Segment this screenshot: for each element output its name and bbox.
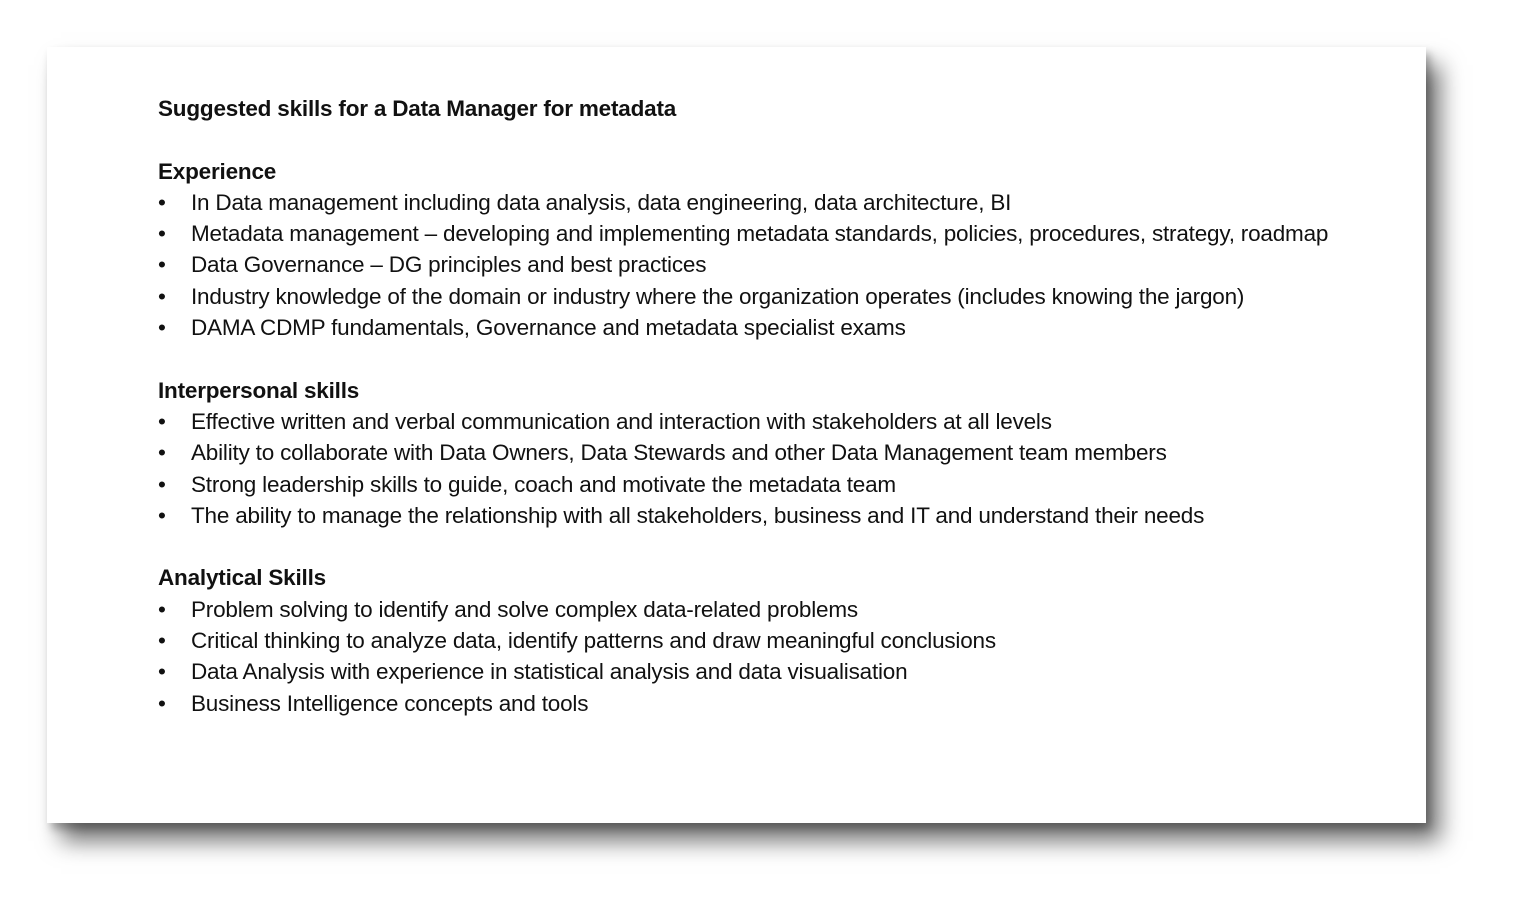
list-item-text: Problem solving to identify and solve complex data-related problems bbox=[191, 596, 858, 622]
list-item bbox=[158, 594, 1398, 625]
list-item bbox=[158, 218, 1398, 249]
bullet-icon: • bbox=[158, 596, 166, 622]
bullet-icon: • bbox=[158, 690, 166, 716]
list-item-text: DAMA CDMP fundamentals, Governance and metadata specialist exams bbox=[191, 315, 906, 341]
bullet-list bbox=[158, 594, 1398, 719]
list-item bbox=[158, 281, 1398, 312]
section-analytical-skills bbox=[158, 562, 1398, 718]
list-item-text: Metadata management – developing and implementing metadata standards, policies, procedures, strategy, roadmap bbox=[191, 221, 1329, 247]
section-heading: Experience bbox=[158, 158, 277, 184]
list-item bbox=[158, 249, 1398, 280]
bullet-icon: • bbox=[158, 252, 166, 278]
list-item-text: Ability to collaborate with Data Owners, Data Stewards and other Data Management team members bbox=[191, 440, 1167, 466]
list-item bbox=[158, 500, 1398, 531]
document-content bbox=[158, 93, 1398, 719]
bullet-icon: • bbox=[158, 221, 166, 247]
list-item-text: Data Governance – DG principles and best practices bbox=[191, 252, 707, 278]
list-item-text: Critical thinking to analyze data, identify patterns and draw meaningful conclusions bbox=[191, 628, 996, 654]
list-item bbox=[158, 312, 1398, 343]
bullet-icon: • bbox=[158, 283, 166, 309]
bullet-icon: • bbox=[158, 471, 166, 497]
document-title: Suggested skills for a Data Manager for metadata bbox=[158, 96, 677, 121]
bullet-list bbox=[158, 187, 1398, 343]
bullet-list bbox=[158, 406, 1398, 531]
list-item bbox=[158, 187, 1398, 218]
section-interpersonal-skills bbox=[158, 375, 1398, 531]
list-item-text: Effective written and verbal communication and interaction with stakeholders at all levels bbox=[191, 408, 1052, 434]
list-item bbox=[158, 625, 1398, 656]
list-item-text: Business Intelligence concepts and tools bbox=[191, 690, 589, 716]
bullet-icon: • bbox=[158, 659, 166, 685]
bullet-icon: • bbox=[158, 189, 166, 215]
bullet-icon: • bbox=[158, 502, 166, 528]
list-item bbox=[158, 469, 1398, 500]
list-item-text: Data Analysis with experience in statistical analysis and data visualisation bbox=[191, 659, 908, 685]
list-item-text: The ability to manage the relationship with all stakeholders, business and IT and understand their needs bbox=[191, 502, 1205, 528]
section-experience bbox=[158, 156, 1398, 344]
list-item bbox=[158, 656, 1398, 687]
document-card bbox=[47, 47, 1426, 823]
list-item bbox=[158, 406, 1398, 437]
list-item bbox=[158, 437, 1398, 468]
list-item-text: In Data management including data analysis, data engineering, data architecture, BI bbox=[191, 189, 1012, 215]
bullet-icon: • bbox=[158, 440, 166, 466]
bullet-icon: • bbox=[158, 628, 166, 654]
list-item-text: Strong leadership skills to guide, coach and motivate the metadata team bbox=[191, 471, 896, 497]
list-item-text: Industry knowledge of the domain or industry where the organization operates (includes knowing the jargon) bbox=[191, 283, 1245, 309]
section-heading: Interpersonal skills bbox=[158, 377, 360, 403]
bullet-icon: • bbox=[158, 315, 166, 341]
section-heading: Analytical Skills bbox=[158, 565, 326, 591]
bullet-icon: • bbox=[158, 408, 166, 434]
list-item bbox=[158, 688, 1398, 719]
